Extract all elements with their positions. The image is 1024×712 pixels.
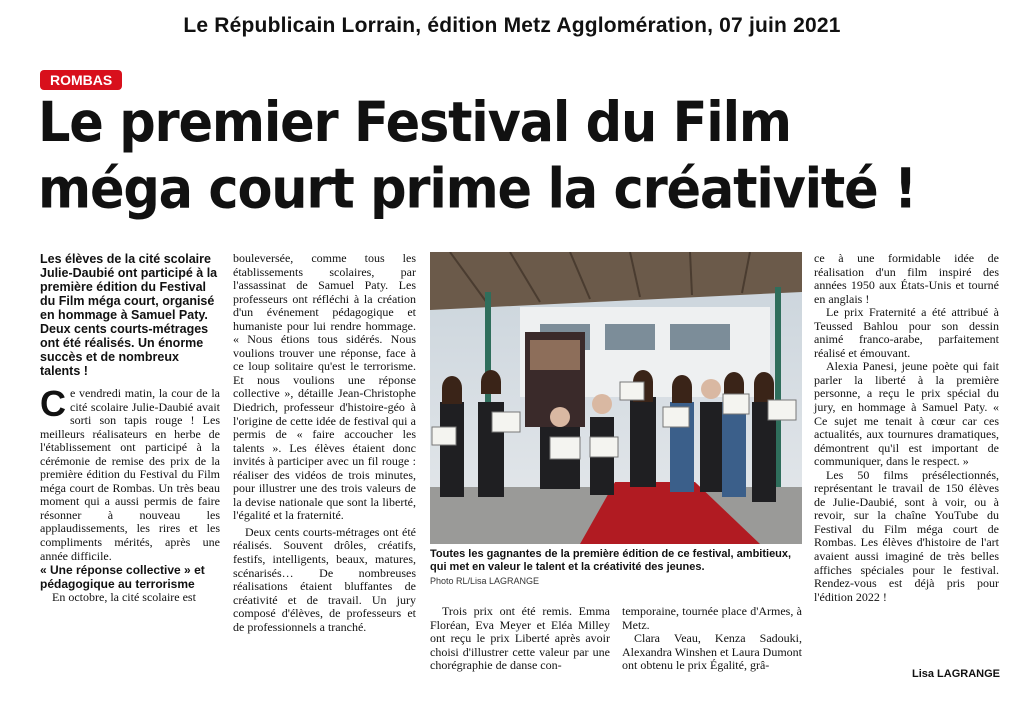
col3a-paragraph-1: Trois prix ont été remis. Emma Floréan, Eva Meyer et Eléa Milley ont reçu le prix Liberté après avoir choisi d'illustrer cette valeur par une chorégraphie de danse con- xyxy=(430,604,610,673)
col1-paragraph-2: En octobre, la cité scolaire est xyxy=(52,590,196,605)
column-1 xyxy=(40,252,220,605)
col3b-paragraph-1: temporaine, tournée place d'Armes, à Metz. xyxy=(622,604,802,632)
col4-paragraph-4: Les 50 films présélectionnés, représentant le travail de 150 élèves de Julie-Daubié, sont à voir, ou à revoir, sur la chaîne YouTube du Festival du Film méga court de Rombas. Les élèves d'histoire de l'art avaient aussi imaginé de très belles affiches spéciales pour le festival. Rendez-vous est déjà pris pour l'édition 2022 ! xyxy=(814,467,999,604)
headline xyxy=(38,90,998,224)
author-signature: Lisa LAGRANGE xyxy=(911,668,1000,680)
column-3a xyxy=(430,605,610,673)
intro-paragraph xyxy=(40,383,220,563)
chapo: Les élèves de la cité scolaire Julie-Daubié ont participé à la première édition du Festival du Film méga court, organisé en hommage à Samuel Paty. Deux cents courts-métrages ont été réalisés. Un énorme succès et de nombreux talents ! xyxy=(40,252,218,378)
source-line: Le Républicain Lorrain, édition Metz Agglomération, 07 juin 2021 xyxy=(183,14,841,37)
col4-paragraph-1: ce à une formidable idée de réalisation d'un film inspiré des années 1950 aux États-Unis et tourné en anglais ! xyxy=(814,251,999,306)
headline-line-1: Le premier Festival du Film xyxy=(38,91,791,155)
intertitle: « Une réponse collective » et pédagogique au terrorisme xyxy=(40,563,205,592)
photo-illustration xyxy=(430,252,802,544)
dropcap: C xyxy=(40,383,66,424)
col3b-paragraph-2: Clara Veau, Kenza Sadouki, Alexandra Winshen et Laura Dumont ont obtenu le prix Égalité, grâ- xyxy=(622,631,802,673)
column-3b xyxy=(622,605,802,673)
col4-paragraph-2: Le prix Fraternité a été attribué à Teussed Bahlou pour son dessin animé franco-arabe, parfaitement réalisé et émouvant. xyxy=(814,305,999,360)
photo-caption: Toutes les gagnantes de la première édition de ce festival, ambitieux, qui met en valeur le talent et la créativité des jeunes. xyxy=(430,548,792,573)
column-2 xyxy=(233,252,416,634)
rubric-badge: ROMBAS xyxy=(40,70,122,90)
col2-paragraph-1: bouleversée, comme tous les établissements scolaires, par l'assassinat de Samuel Paty. Les professeurs ont réfléchi à la création d'un événement pédagogique et humaniste pour lui rendre hommage. « Nous étions tous sidérés. Nous voulions trouver une réponse, face à ce loup solitaire qu'est le terrorisme. Et nous voulions une réponse collective », détaille Jean-Christophe Diedrich, professeur d'histoire-géo à l'origine de cette idée de festival qui a permis de « faire accoucher les talents ». Les élèves étaient donc invités à participer avec un fil rouge : réaliser des vidéos de trois minutes, pour illustrer une des trois valeurs de la devise nationale que sont la liberté, l'égalité et la fraternité. xyxy=(233,251,416,523)
column-4 xyxy=(814,252,999,604)
col2-paragraph-2: Deux cents courts-métrages ont été réalisés. Souvent drôles, créatifs, festifs, intelligents, beaux, matures, scénarisés… De nombreuses réalisations étaient bluffantes de créativité et de travail. Un jury composé d'élèves, de professeurs et de professionnels a tranché. xyxy=(233,524,416,634)
col4-paragraph-3: Alexia Panesi, jeune poète qui fait parler la liberté à la première personne, a reçu le prix spécial du jury, en hommage à Samuel Paty. « Ce sujet me tenait à cœur car ces actualités, aux tournures dramatiques, démontrent qu'il est important de communiquer, dans le respect. » xyxy=(814,359,999,469)
photo xyxy=(430,252,802,544)
photo-credit: Photo RL/Lisa LAGRANGE xyxy=(430,576,540,586)
headline-line-2: méga court prime la créativité ! xyxy=(38,158,917,222)
intro-text: e vendredi matin, la cour de la cité scolaire Julie-Daubié avait sorti son tapis rouge ! Les meilleurs réalisateurs en herbe de l'établissement ont participé à la cérémonie de remise des prix de la première édition du Festival du Film méga court de Rombas. Un très beau moment qui a aussi permis de faire résonner à nouveau les applaudissements, les rires et les compliments mérités, après une année difficile. xyxy=(40,386,220,563)
